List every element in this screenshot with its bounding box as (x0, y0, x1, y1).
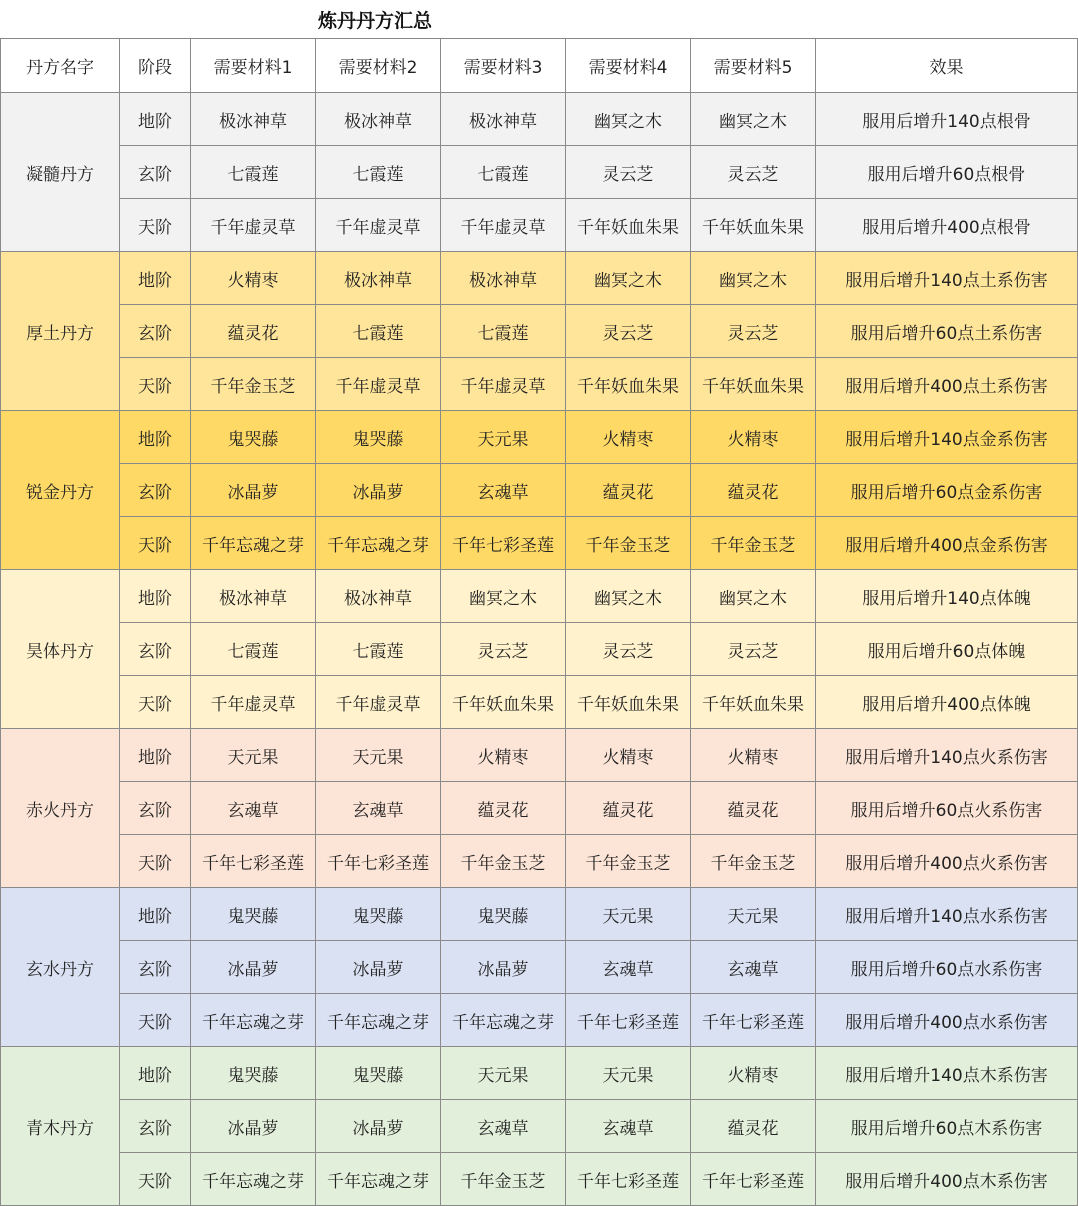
sheet-title: 炼丹丹方汇总 (318, 10, 433, 32)
material-cell: 火精枣 (441, 729, 566, 782)
material-cell: 灵云芝 (691, 305, 816, 358)
material-cell: 千年虚灵草 (191, 199, 316, 252)
table-row (1, 464, 1078, 517)
material-cell: 千年七彩圣莲 (566, 994, 691, 1047)
recipe-table (0, 38, 1078, 1206)
stage-cell: 地阶 (120, 1047, 191, 1100)
table-row (1, 623, 1078, 676)
material-cell: 千年金玉芝 (566, 517, 691, 570)
material-cell: 鬼哭藤 (316, 411, 441, 464)
material-cell: 七霞莲 (191, 623, 316, 676)
header-material-4: 需要材料4 (566, 39, 691, 93)
material-cell: 冰晶萝 (191, 464, 316, 517)
material-cell: 幽冥之木 (566, 252, 691, 305)
material-cell: 灵云芝 (441, 623, 566, 676)
header-effect: 效果 (816, 39, 1078, 93)
recipe-name-cell: 赤火丹方 (1, 729, 120, 888)
material-cell: 灵云芝 (566, 305, 691, 358)
effect-cell: 服用后增升400点水系伤害 (816, 994, 1078, 1047)
stage-cell: 天阶 (120, 676, 191, 729)
material-cell: 玄魂草 (441, 464, 566, 517)
table-row (1, 994, 1078, 1047)
material-cell: 冰晶萝 (316, 464, 441, 517)
material-cell: 火精枣 (691, 1047, 816, 1100)
table-row (1, 199, 1078, 252)
material-cell: 千年虚灵草 (316, 199, 441, 252)
recipe-name-cell: 凝髓丹方 (1, 93, 120, 252)
material-cell: 幽冥之木 (691, 93, 816, 146)
recipe-name-cell: 玄水丹方 (1, 888, 120, 1047)
table-row (1, 676, 1078, 729)
effect-cell: 服用后增升400点木系伤害 (816, 1153, 1078, 1206)
stage-cell: 玄阶 (120, 305, 191, 358)
material-cell: 灵云芝 (691, 623, 816, 676)
material-cell: 七霞莲 (441, 305, 566, 358)
stage-cell: 玄阶 (120, 464, 191, 517)
material-cell: 玄魂草 (566, 1100, 691, 1153)
effect-cell: 服用后增升60点金系伤害 (816, 464, 1078, 517)
effect-cell: 服用后增升140点土系伤害 (816, 252, 1078, 305)
material-cell: 蕴灵花 (691, 1100, 816, 1153)
stage-cell: 天阶 (120, 517, 191, 570)
table-row (1, 941, 1078, 994)
material-cell: 幽冥之木 (441, 570, 566, 623)
material-cell: 千年金玉芝 (566, 835, 691, 888)
stage-cell: 地阶 (120, 888, 191, 941)
material-cell: 玄魂草 (191, 782, 316, 835)
material-cell: 玄魂草 (441, 1100, 566, 1153)
material-cell: 蕴灵花 (441, 782, 566, 835)
effect-cell: 服用后增升400点根骨 (816, 199, 1078, 252)
material-cell: 千年七彩圣莲 (691, 1153, 816, 1206)
material-cell: 千年忘魂之芽 (441, 994, 566, 1047)
table-row (1, 1100, 1078, 1153)
material-cell: 幽冥之木 (691, 570, 816, 623)
material-cell: 鬼哭藤 (191, 411, 316, 464)
material-cell: 灵云芝 (566, 623, 691, 676)
material-cell: 天元果 (441, 1047, 566, 1100)
material-cell: 蕴灵花 (691, 782, 816, 835)
recipe-name-cell: 青木丹方 (1, 1047, 120, 1206)
material-cell: 天元果 (441, 411, 566, 464)
stage-cell: 地阶 (120, 411, 191, 464)
table-row (1, 358, 1078, 411)
material-cell: 七霞莲 (316, 623, 441, 676)
recipe-name-cell: 厚土丹方 (1, 252, 120, 411)
material-cell: 冰晶萝 (316, 941, 441, 994)
header-row (1, 39, 1078, 93)
material-cell: 天元果 (691, 888, 816, 941)
material-cell: 火精枣 (566, 411, 691, 464)
effect-cell: 服用后增升60点土系伤害 (816, 305, 1078, 358)
material-cell: 千年七彩圣莲 (566, 1153, 691, 1206)
stage-cell: 玄阶 (120, 146, 191, 199)
material-cell: 千年七彩圣莲 (191, 835, 316, 888)
material-cell: 鬼哭藤 (191, 1047, 316, 1100)
material-cell: 千年妖血朱果 (441, 676, 566, 729)
material-cell: 千年忘魂之芽 (191, 1153, 316, 1206)
material-cell: 极冰神草 (191, 570, 316, 623)
material-cell: 七霞莲 (191, 146, 316, 199)
material-cell: 极冰神草 (441, 252, 566, 305)
stage-cell: 地阶 (120, 252, 191, 305)
table-row (1, 517, 1078, 570)
material-cell: 千年妖血朱果 (566, 358, 691, 411)
table-row (1, 835, 1078, 888)
material-cell: 千年虚灵草 (441, 199, 566, 252)
material-cell: 千年忘魂之芽 (191, 517, 316, 570)
table-row (1, 570, 1078, 623)
material-cell: 极冰神草 (191, 93, 316, 146)
material-cell: 天元果 (191, 729, 316, 782)
material-cell: 千年虚灵草 (441, 358, 566, 411)
table-row (1, 146, 1078, 199)
material-cell: 鬼哭藤 (316, 888, 441, 941)
table-row (1, 888, 1078, 941)
material-cell: 千年七彩圣莲 (691, 994, 816, 1047)
material-cell: 千年妖血朱果 (691, 358, 816, 411)
header-material-1: 需要材料1 (191, 39, 316, 93)
material-cell: 冰晶萝 (191, 1100, 316, 1153)
stage-cell: 天阶 (120, 1153, 191, 1206)
table-row (1, 252, 1078, 305)
stage-cell: 玄阶 (120, 782, 191, 835)
effect-cell: 服用后增升400点金系伤害 (816, 517, 1078, 570)
material-cell: 千年妖血朱果 (566, 676, 691, 729)
material-cell: 千年忘魂之芽 (191, 994, 316, 1047)
material-cell: 玄魂草 (691, 941, 816, 994)
material-cell: 千年金玉芝 (691, 517, 816, 570)
material-cell: 灵云芝 (691, 146, 816, 199)
material-cell: 千年妖血朱果 (566, 199, 691, 252)
material-cell: 火精枣 (691, 729, 816, 782)
recipe-group (1, 888, 1078, 1047)
table-row (1, 305, 1078, 358)
table-row (1, 782, 1078, 835)
stage-cell: 地阶 (120, 570, 191, 623)
material-cell: 冰晶萝 (316, 1100, 441, 1153)
effect-cell: 服用后增升140点木系伤害 (816, 1047, 1078, 1100)
material-cell: 极冰神草 (316, 252, 441, 305)
effect-cell: 服用后增升140点水系伤害 (816, 888, 1078, 941)
recipe-name-cell: 昊体丹方 (1, 570, 120, 729)
material-cell: 蕴灵花 (691, 464, 816, 517)
material-cell: 鬼哭藤 (316, 1047, 441, 1100)
header-material-3: 需要材料3 (441, 39, 566, 93)
table-row (1, 1047, 1078, 1100)
effect-cell: 服用后增升60点根骨 (816, 146, 1078, 199)
title-row (0, 0, 1078, 39)
material-cell: 千年金玉芝 (691, 835, 816, 888)
material-cell: 幽冥之木 (566, 93, 691, 146)
effect-cell: 服用后增升140点根骨 (816, 93, 1078, 146)
material-cell: 鬼哭藤 (441, 888, 566, 941)
effect-cell: 服用后增升140点体魄 (816, 570, 1078, 623)
material-cell: 火精枣 (566, 729, 691, 782)
effect-cell: 服用后增升400点土系伤害 (816, 358, 1078, 411)
recipe-group (1, 93, 1078, 252)
material-cell: 天元果 (566, 1047, 691, 1100)
table-row (1, 93, 1078, 146)
material-cell: 千年金玉芝 (441, 835, 566, 888)
material-cell: 七霞莲 (316, 146, 441, 199)
material-cell: 千年妖血朱果 (691, 676, 816, 729)
material-cell: 千年七彩圣莲 (441, 517, 566, 570)
material-cell: 七霞莲 (441, 146, 566, 199)
material-cell: 幽冥之木 (691, 252, 816, 305)
material-cell: 幽冥之木 (566, 570, 691, 623)
recipe-group (1, 570, 1078, 729)
stage-cell: 天阶 (120, 994, 191, 1047)
table-row (1, 411, 1078, 464)
material-cell: 千年虚灵草 (316, 358, 441, 411)
header-material-2: 需要材料2 (316, 39, 441, 93)
effect-cell: 服用后增升400点体魄 (816, 676, 1078, 729)
table-row (1, 729, 1078, 782)
stage-cell: 天阶 (120, 835, 191, 888)
recipe-name-cell: 锐金丹方 (1, 411, 120, 570)
material-cell: 极冰神草 (316, 93, 441, 146)
recipe-group (1, 1047, 1078, 1206)
stage-cell: 地阶 (120, 93, 191, 146)
stage-cell: 玄阶 (120, 941, 191, 994)
material-cell: 千年七彩圣莲 (316, 835, 441, 888)
material-cell: 蕴灵花 (566, 464, 691, 517)
recipe-group (1, 411, 1078, 570)
stage-cell: 天阶 (120, 199, 191, 252)
material-cell: 火精枣 (691, 411, 816, 464)
material-cell: 千年虚灵草 (191, 676, 316, 729)
stage-cell: 玄阶 (120, 1100, 191, 1153)
header-material-5: 需要材料5 (691, 39, 816, 93)
effect-cell: 服用后增升400点火系伤害 (816, 835, 1078, 888)
stage-cell: 玄阶 (120, 623, 191, 676)
material-cell: 天元果 (316, 729, 441, 782)
material-cell: 玄魂草 (316, 782, 441, 835)
material-cell: 蕴灵花 (191, 305, 316, 358)
material-cell: 冰晶萝 (441, 941, 566, 994)
material-cell: 天元果 (566, 888, 691, 941)
header-stage: 阶段 (120, 39, 191, 93)
material-cell: 极冰神草 (316, 570, 441, 623)
material-cell: 千年忘魂之芽 (316, 1153, 441, 1206)
material-cell: 鬼哭藤 (191, 888, 316, 941)
recipe-group (1, 729, 1078, 888)
effect-cell: 服用后增升60点木系伤害 (816, 1100, 1078, 1153)
material-cell: 千年忘魂之芽 (316, 517, 441, 570)
effect-cell: 服用后增升60点火系伤害 (816, 782, 1078, 835)
stage-cell: 天阶 (120, 358, 191, 411)
material-cell: 玄魂草 (566, 941, 691, 994)
material-cell: 千年忘魂之芽 (316, 994, 441, 1047)
effect-cell: 服用后增升140点火系伤害 (816, 729, 1078, 782)
material-cell: 极冰神草 (441, 93, 566, 146)
material-cell: 千年虚灵草 (316, 676, 441, 729)
effect-cell: 服用后增升60点体魄 (816, 623, 1078, 676)
material-cell: 灵云芝 (566, 146, 691, 199)
material-cell: 千年金玉芝 (191, 358, 316, 411)
material-cell: 七霞莲 (316, 305, 441, 358)
table-row (1, 1153, 1078, 1206)
material-cell: 火精枣 (191, 252, 316, 305)
effect-cell: 服用后增升140点金系伤害 (816, 411, 1078, 464)
recipe-group (1, 252, 1078, 411)
material-cell: 蕴灵花 (566, 782, 691, 835)
header-recipe-name: 丹方名字 (1, 39, 120, 93)
stage-cell: 地阶 (120, 729, 191, 782)
effect-cell: 服用后增升60点水系伤害 (816, 941, 1078, 994)
material-cell: 千年金玉芝 (441, 1153, 566, 1206)
material-cell: 冰晶萝 (191, 941, 316, 994)
material-cell: 千年妖血朱果 (691, 199, 816, 252)
